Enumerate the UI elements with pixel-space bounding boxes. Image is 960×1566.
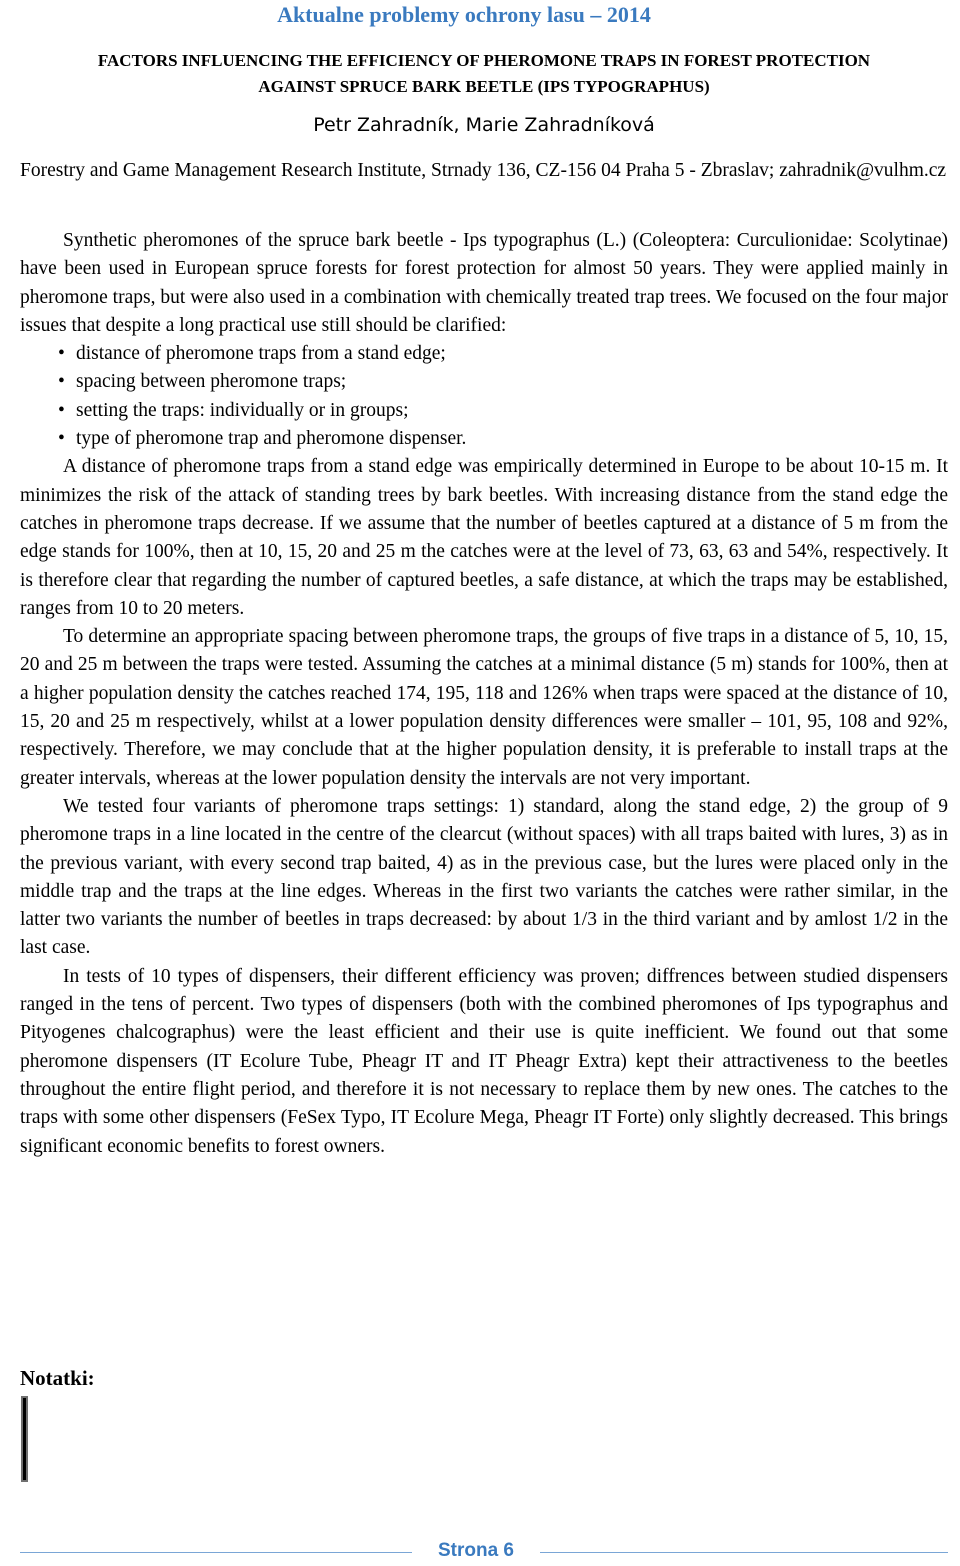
issues-list [20, 340, 948, 453]
list-item [20, 397, 948, 425]
list-item-text: distance of pheromone traps from a stand edge; [76, 343, 446, 365]
paragraph-variants: We tested four variants of pheromone traps settings: 1) standard, along the stand edge, 2) the group of 9 pheromone traps in a line located in the centre of the clearcut (without spaces) with all traps baited with lures, 3) as in the previous variant, with every second trap baited, 4) as in the previous case, but the lures were placed only in the middle trap and the traps at the line edges. Whereas in the first two variants the catches were rather similar, in the latter two variants the number of beetles in traps decreased: by about 1/3 in the third variant and by amlost 1/2 in the last case. [20, 795, 948, 959]
article-title [20, 48, 948, 100]
list-item-text: setting the traps: individually or in groups; [76, 399, 409, 421]
paragraph-intro: Synthetic pheromones of the spruce bark beetle - Ips typographus (L.) (Coleoptera: Curculionidae: Scolytinae) have been used in European spruce forests for forest protection for almost 50 years. They were applied mainly in pheromone traps, but were also used in a combination with chemically treated trap trees. We focused on the four major issues that despite a long practical use still should be clarified: [20, 230, 948, 336]
list-item-text: type of pheromone trap and pheromone dispenser. [76, 428, 467, 450]
footer-rule-left [20, 1552, 412, 1553]
article-title-line-2: AGAINST SPRUCE BARK BEETLE (IPS TYPOGRAPHUS) [258, 77, 710, 96]
author-affiliation: Forestry and Game Management Research Institute, Strnady 136, CZ-156 04 Praha 5 - Zbraslav; zahradnik@vulhm.cz [20, 160, 947, 181]
paragraph-distance: A distance of pheromone traps from a stand edge was empirically determined in Europe to be about 10-15 m. It minimizes the risk of the attack of standing trees by bark beetles. With increasing distance from the stand edge the catches in pheromone traps decrease. If we assume that the number of beetles captured at a distance of 5 m from the edge stands for 100%, then at 10, 15, 20 and 25 m the catches were at the level of 73, 63, 63 and 54%, respectively. It is therefore clear that regarding the number of captured beetles, a safe distance, at which the traps may be established, ranges from 10 to 20 meters. [20, 456, 948, 619]
list-item [20, 368, 948, 396]
running-header: Aktualne problemy ochrony lasu – 2014 [277, 2, 651, 27]
article-title-line-1: FACTORS INFLUENCING THE EFFICIENCY OF PHEROMONE TRAPS IN FOREST PROTECTION [97, 51, 871, 70]
page-number: Strona 6 [437, 1540, 515, 1561]
paragraph-dispensers: In tests of 10 types of dispensers, their different efficiency was proven; diffrences between studied dispensers ranged in the tens of percent. Two types of dispensers (both with the combined pheromones of Ips typographus and Pityogenes chalcographus) were the least efficient and their use is quite inefficient. We found out that some pheromone dispensers (IT Ecolure Tube, Pheagr IT and IT Pheagr Extra) kept their attractiveness to the beetles throughout the entire flight period, and therefore it is not necessary to replace them by new ones. The catches to the traps with some other dispensers (FeSex Typo, IT Ecolure Mega, Pheagr IT Forte) only slightly decreased. This brings significant economic benefits to forest owners. [20, 965, 948, 1157]
article-authors: Petr Zahradník, Marie Zahradníková [313, 114, 655, 136]
notes-margin-bar [21, 1396, 28, 1482]
notes-heading: Notatki: [20, 1366, 95, 1390]
list-item [20, 340, 948, 368]
paragraph-spacing: To determine an appropriate spacing between pheromone traps, the groups of five traps in a distance of 5, 10, 15, 20 and 25 m between the traps were tested. Assuming the catches at a minimal distance (5 m) stands for 100%, then at a higher population density the catches reached 174, 195, 118 and 126% when traps were spaced at the distance of 10, 15, 20 and 25 m respectively, whilst at a lower population density differences were smaller – 101, 95, 108 and 92%, respectively. Therefore, we may conclude that at the higher population density, it is preferable to install traps at the greater intervals, whereas at the lower population density the intervals are not very important. [20, 626, 948, 789]
footer-rule-right [540, 1552, 948, 1553]
list-item [20, 425, 948, 453]
article-body [20, 227, 948, 1161]
list-item-text: spacing between pheromone traps; [76, 371, 347, 393]
